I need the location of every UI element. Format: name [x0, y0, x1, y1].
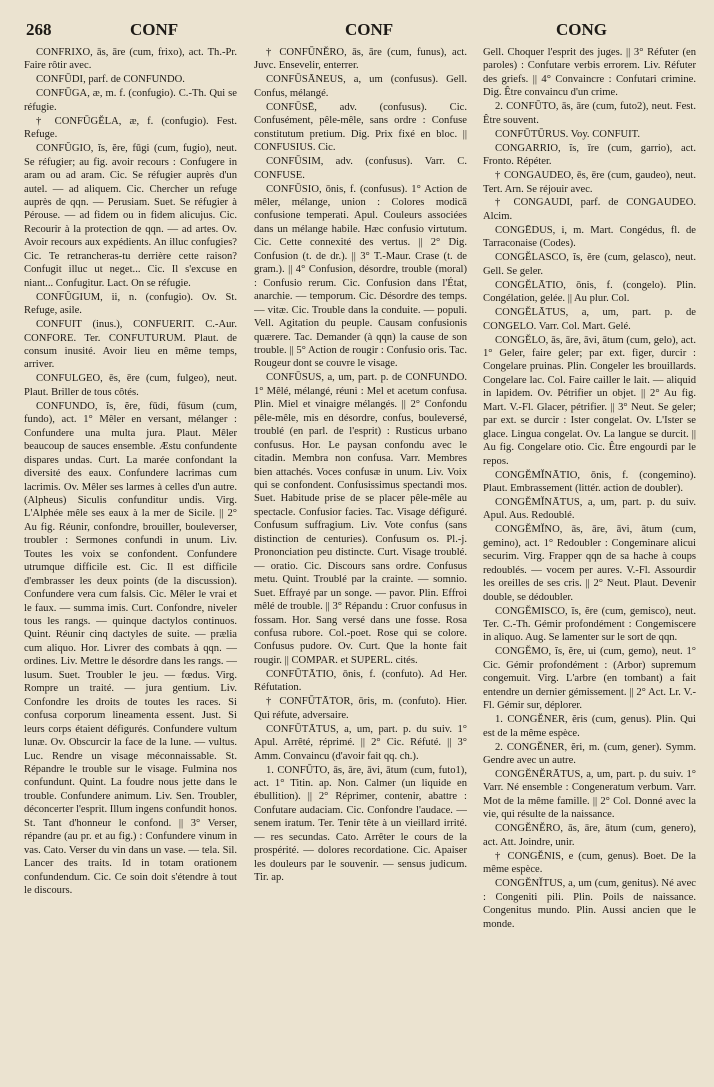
entry-congeminatus: CONGĔMĬNĀTUS, a, um, part. p. du suiv. Apul. Aus. Redoublé.	[483, 496, 696, 522]
entry-congener-1: 1. CONGĔNER, ĕris (cum, genus). Plin. Qui est de la même espèce.	[483, 714, 696, 739]
guide-word-right: CONG	[556, 20, 607, 39]
entry-confuto-1: 1. CONFŪTO, ās, āre, āvi, ātum (cum, futo1), act. 1° Titin. ap. Non. Calmer (un liquide en ébullition). || 2° Réprimer, contenir, abattre : Confutare audaciam. Cic. Confondre l'audace. — senem iratum. Ter. Tenir tête à un vieillard irrité. — res secundas. Cato. Arrêter le cours de la prospérité. — dolores recordatione. Cic. Apaiser les douleurs par le souvenir. — sensus judicum. Tir. ap.	[254, 764, 467, 884]
entry-confutator: † CONFŪTĀTOR, ōris, m. (confuto). Hier. Qui réfute, adversaire.	[254, 696, 467, 721]
entry-confugium: CONFŬGIUM, ii, n. (confugio). Ov. St. Refuge, asile.	[24, 291, 237, 317]
entry-congenero: CONGĔNĔRO, ās, āre, ātum (cum, genero), act. Att. Joindre, unir.	[483, 823, 696, 848]
running-header	[0, 20, 714, 42]
page-number: 268	[26, 20, 52, 39]
entry-confugela: † CONFŪGĔLA, æ, f. (confugio). Fest. Refuge.	[24, 115, 237, 141]
entry-congemino: CONGĔMĬNO, ās, āre, āvi, ātum (cum, gemino), act. 1° Redoubler : Congeminare alicui securim. Virg. Frapper qqn de sa hache à coups redoublés. — vocem per aures. V.-Fl. Assourdir les oreilles de ses cris. || 2° Neut. Plaut. Devenir double, se dédoubler.	[483, 524, 696, 603]
entry-congemo: CONGĔMO, ĭs, ĕre, ui (cum, gemo), neut. 1° Cic. Gémir profondément : (Arbor) supremum congemuit. Virg. L'arbre (en tombant) a fait entendre un dernier gémissement. || 2° Act. Lr. V.-Fl. Gémir sur, déplorer.	[483, 646, 696, 712]
entry-congedus: CONGĒDUS, i, m. Mart. Congédus, fl. de Tarraconaise (Codes).	[483, 224, 696, 250]
entry-congelasco: CONGĔLASCO, ĭs, ĕre (cum, gelasco), neut. Gell. Se geler.	[483, 252, 696, 277]
columns	[24, 46, 696, 1078]
entry-congener-2: 2. CONGĔNER, ĕri, m. (cum, gener). Symm. Gendre avec un autre.	[483, 741, 696, 767]
entry-congeminatio: CONGĔMĬNĀTIO, ōnis, f. (congemino). Plaut. Embrassement (littér. action de doubler).	[483, 469, 696, 494]
entry-confundo: CONFUNDO, ĭs, ĕre, fūdi, fūsum (cum, fundo), act. 1° Mêler en versant, mélanger : Confundere una multa jura. Plaut. Mêler beaucoup de sauces ensemble. Æstu confundente dispares undas. Curt. La marée confondant la diversité des eaux. Confundere lacrimas cum lacrimis. Ov. Mêler ses larmes à celles d'un autre. (Alpheus) Siculis confunditur undis. Virg. L'Alphée mêle ses eaux à la mer de Sicile. || 2° Au fig. Réunir, confondre, brouiller, bouleverser, troubler : Sermones confundi in unum. Liv. Toutes les voix se confondent. Confundere utrumque difficile est. Cic. Il est difficile d'embrasser les deux points (de la discussion). Confundere vera cum falsis. Cic. Mêler le vrai et le faux. — summa imis. Curt. Confondre, niveler tous les rangs. — quinque dactylos continuos. Quint. Réunir cinq dactyles de suite. — prælia cum aliquo. Hor. Livrer des combats à qqn. — ordines. Liv. Mettre le désordre dans les rangs. — lusum. Suet. Troubler le jeu. — fœdus. Virg. Rompre un traité. — jura gentium. Liv. Confondre les droits de toutes les races. Si confusa corporum lineamenta essent. Just. Si leurs corps étaient défigurés. Confundere vultum lunæ. Ov. Obscurcir la face de la lune. — vultus. Luc. Rendre un visage méconnaissable. St. Répandre le trouble sur le visage. Fulmina nos confundunt. Quint. La foudre nous jette dans le trouble. Confundere animum. Liv. Sen. Troubler, déconcerter l'esprit. Illum ingens confundit honos. St. Tant d'honneur le confond. || 3° Verser, répandre (au pr. et au fig.) : Confundere vinum in vas. Cato. Verser du vin dans un vase. — tela. Sil. Lancer des traits. Id in totam orationem confundendum. Cic. Ce soin doit s'étendre à tout le discours.	[24, 400, 237, 897]
entry-congelatus: CONGĔLĀTUS, a, um, part. p. de CONGELO. Varr. Col. Mart. Gelé.	[483, 307, 696, 332]
entry-confugio: CONFŬGIO, ĭs, ĕre, fūgi (cum, fugio), neut. Se réfugier; au fig. avoir recours : Confugere in aram ou ad aram. Cic. Se réfugier auprès d'un autel. — ad aliquem. Cic. Chercher un refuge auprès de qqn. — Perusiam. Suet. Se réfugier à Pérouse. — ad fidem ou in fidem alicujus. Cic. Recourir à la protection de qqn. — ad artes. Ov. Avoir recours aux expédients. An illuc confugies? Cic. Te retrancheras-tu derrière cette raison? Confugit illuc ut neget... Cic. Il s'excuse en niant... Confugitur. Lact. On se réfugie.	[24, 143, 237, 289]
entry-confutatio: CONFŪTĀTIO, ōnis, f. (confuto). Ad Her. Réfutation.	[254, 668, 467, 694]
entry-confudi: CONFŪDI, parf. de CONFUNDO.	[36, 74, 185, 86]
entry-congenis: † CONGĔNIS, e (cum, genus). Boet. De la même espèce.	[483, 850, 696, 876]
entry-confuturus: CONFŪTŪRUS. Voy. CONFUIT.	[495, 128, 641, 140]
column-right	[483, 46, 696, 1078]
entry-confuto-2: 2. CONFŪTO, ās, āre (cum, futo2), neut. Fest. Être souvent.	[483, 101, 696, 126]
entry-congaudeo: † CONGAUDEO, ēs, ēre (cum, gaudeo), neut. Tert. Arn. Se réjouir avec.	[483, 170, 696, 195]
entry-confuga: CONFŪGA, æ, m. f. (confugio). C.-Th. Qui se réfugie.	[24, 88, 237, 113]
entry-confulgeo: CONFULGEO, ēs, ēre (cum, fulgeo), neut. Plaut. Briller de tous côtés.	[24, 373, 237, 398]
entry-confusio: CONFŪSIO, ōnis, f. (confusus). 1° Action de mêler, mélange, union : Colores modicā confusione temperati. Apul. Couleurs associées dans un mélange habile. Hæc confusio virtutum. Cic. Cette connexité des vertus. || 2° Dig. Confusion (t. de dr.). || 3° T.-Maur. Crase (t. de gram.). || 4° Confusion, désordre, trouble (moral) : Confusio rerum. Cic. Confusion dans l'État, anarchie. — temporum. Cic. Désordre des temps. — vitæ. Cic. Trouble dans la conduite. — populi. Vell. Agitation du peuple. Causam confusionis quærere. Tac. Demander (à qqn) la cause de son trouble. || 5° Action de rougir : Confusio oris. Tac. Rougeur dont se couvre le visage.	[254, 183, 467, 370]
entry-congaudi: † CONGAUDI, parf. de CONGAUDEO. Alcim.	[483, 197, 696, 222]
entry-confuse: CONFŪSĒ, adv. (confusus). Cic. Confusément, pêle-mêle, sans ordre : Confuse constitutum pretium. Dig. Prix fixé en bloc. || CONFUSIUS. Cic.	[254, 101, 467, 154]
entry-confuto-1-continued: Gell. Choquer l'esprit des juges. || 3° Réfuter (en paroles) : Confutare verbis errorem. Liv. Réfuter des griefs. || 4° Convaincre : Confutari crimine. Dig. Être convaincu d'un crime.	[483, 47, 696, 99]
entry-confunero: † CONFŪNĔRO, ās, āre (cum, funus), act. Juvc. Ensevelir, enterrer.	[254, 47, 467, 72]
entry-confusus: CONFŪSUS, a, um, part. p. de CONFUNDO. 1° Mêlé, mélangé, réuni : Mel et acetum confusa. Plin. Miel et vinaigre mélangés. || 2° Confondu pêle-mêle, mis en désordre, confus, bouleversé, troublé (en parl. de l'esprit) : Rusticus urbano confusus. Hor. Le paysan confondu avec le citadin. Membra non confusa. Varr. Membres bien attachés. Voces confusæ in unum. Liv. Voix qui se confondent. Confusissimus spectandi mos. Suet. Habitude prise de se placer pêle-mêle au spectacle. Confusior facies. Tac. Visage défiguré. Confusum suffragium. Liv. Vote confus (sans distinction de centuries). Confusum os. Pl.-j. Prononciation peu distincte. Curt. Visage troublé. — oratio. Cic. Discours sans ordre. Confusus metu. Quint. Troublé par la crainte. — somnio. Suet. Effrayé par un songe. — pavor. Plin. Effroi mêlé de trouble. || 3° Répandu : Cruor confusus in fossam. Hor. Sang versé dans une fosse. Rosa confusa rubore. Col.-poet. Rose qui se colore. Confusus pudore. Ov. Curt. Que la honte fait rougir. || COMPAR. et SUPERL. cités.	[254, 372, 467, 666]
entry-confutatus: CONFŪTĀTUS, a, um, part. p. du suiv. 1° Apul. Arrêté, réprimé. || 2° Cic. Réfuté. || 3° Amm. Convaincu (d'avoir fait qq. ch.).	[254, 723, 467, 762]
entry-congelatio: CONGĔLĀTIO, ōnis, f. (congelo). Plin. Congélation, gelée. || Au plur. Col.	[483, 279, 696, 305]
entry-congemisco: CONGĔMISCO, ĭs, ĕre (cum, gemisco), neut. Ter. C.-Th. Gémir profondément : Congemiscere in aliquo. Aug. Se lamenter sur le sort de qqn.	[483, 605, 696, 644]
entry-congeneratus: CONGĔNĔRĀTUS, a, um, part. p. du suiv. 1° Varr. Né ensemble : Congeneratum verbum. Varr. Mot de la même famille. || 2° Col. Donné avec la vie, qui résulte de la naissance.	[483, 769, 696, 821]
guide-word-left: CONF	[130, 20, 179, 39]
entry-confusaneus: CONFŪSĀNEUS, a, um (confusus). Gell. Confus, mélangé.	[254, 74, 467, 99]
column-middle	[254, 46, 467, 1078]
entry-confrixo: CONFRIXO, ās, āre (cum, frixo), act. Th.-Pr. Faire rôtir avec.	[24, 47, 237, 72]
entry-confusim: CONFŪSIM, adv. (confusus). Varr. C. CONFUSE.	[254, 156, 467, 181]
entry-congarrio: CONGARRIO, ĭs, īre (cum, garrio), act. Fronto. Répéter.	[483, 142, 696, 168]
column-left	[24, 46, 237, 1078]
entry-congelo: CONGĔLO, ās, āre, āvi, ātum (cum, gelo), act. 1° Geler, faire geler; par ext. figer, durcir : Congelare pruinas. Plin. Congeler les brouillards. Congelare lac. Col. Faire cailler le lait. — aliquid in lapidem. Ov. Pétrifier un objet. || 2° Au fig. Mart. V.-Fl. Glacer, pétrifier. || 3° Neut. Se geler; par ext. se durcir : Ister congelat. Ov. L'Ister se glace. Lingua congelat. Ov. La langue se durcit. || Au fig. Congelare otio. Cic. Être engourdi par le repos.	[483, 334, 696, 467]
entry-confuit: CONFUIT (inus.), CONFUERIT. C.-Aur. CONFORE. Ter. CONFUTURUM. Plaut. de consum inusité. Avoir lieu en même temps, arriver.	[24, 319, 237, 371]
entry-congenitus: CONGĔNĬTUS, a, um (cum, genitus). Né avec : Congeniti pili. Plin. Poils de naissance. Congenitus mundo. Plin. Aussi ancien que le monde.	[483, 878, 696, 930]
guide-word-center: CONF	[345, 20, 394, 39]
